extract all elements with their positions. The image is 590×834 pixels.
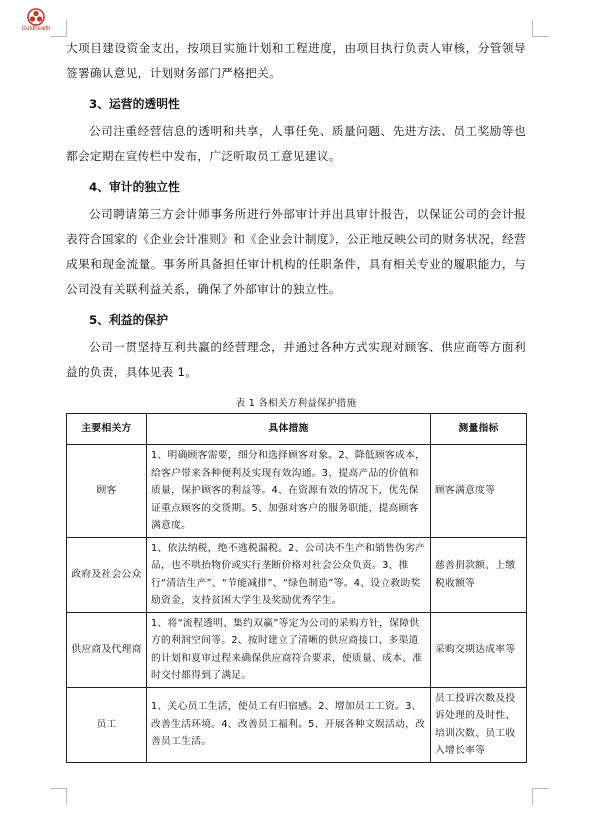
paragraph-interest-protection: 公司一贯坚持互利共赢的经营理念，并通过各种方式实现对顾客、供应商等方面利益的负责，具体见表 1。 — [66, 340, 526, 379]
margin-mark-top-right — [532, 20, 549, 37]
row-measures: 1、关心员工生活，使员工有归宿感。2、增加员工工资。3、改善生活环境。4、改善员工福利。5、开展各种文娱活动，改善员工生活。 — [147, 687, 431, 762]
margin-mark-bottom-right — [532, 788, 549, 805]
table-row — [67, 612, 527, 687]
heading-audit: 4、审计的独立性 — [89, 180, 180, 194]
row-measures: 1、依法纳税，绝不逃税漏税。2、公司决不生产和销售伪劣产品，也不哄抬物价或实行垄断价格对社会公众负责。3、推行“清洁生产”、“节能减排”、“绿色制造”等。4、设立救助奖励资金，支持贫困大学生及奖励优秀学生。 — [147, 537, 431, 612]
margin-mark-bottom-left — [50, 788, 67, 805]
table-header-row — [67, 414, 527, 445]
table-row — [67, 687, 527, 762]
row-indicator: 员工投诉次数及投诉处理的及时性、培训次数、员工收入增长率等 — [431, 687, 527, 762]
row-indicator: 采购交期达成率等 — [431, 612, 527, 687]
row-party: 员工 — [67, 687, 147, 762]
row-indicator: 顾客满意度等 — [431, 445, 527, 538]
logo-emblem-icon — [25, 8, 47, 26]
paragraph-audit: 公司聘请第三方会计师事务所进行外部审计并出具审计报告，以保证公司的会计报表符合国家的《企业会计准则》和《企业会计制度》，公正地反映公司的财务状况，经营成果和现金流量。事务所具备担任审计机构的任职条件，具有相关专业的履职能力，与公司没有关联利益关系，确保了外部审计的独立性。 — [66, 207, 527, 296]
logo-text: Goldhealth — [21, 26, 51, 32]
heading-interest-protection: 5、利益的保护 — [89, 313, 168, 327]
row-party: 供应商及代理商 — [67, 612, 147, 687]
row-party: 顾客 — [67, 445, 147, 538]
header-indicator: 测量指标 — [431, 414, 527, 445]
header-measures: 具体措施 — [147, 414, 431, 445]
heading-transparency: 3、运营的透明性 — [89, 97, 180, 111]
row-measures: 1、将“流程透明、集约双赢”等定为公司的采购方针，保障供方的利润空间等。2、按时建立了清晰的供应商接口、多渠道的计划和夏审过程来确保供应商符合要求，使质量、成本、准时交付都得到了满足。 — [147, 612, 431, 687]
paragraph-transparency: 公司注重经营信息的透明和共享，人事任免、质量问题、先进方法、员工奖励等也都会定期在宣传栏中发布，广泛听取员工意见建议。 — [66, 124, 526, 163]
row-indicator: 慈善捐款额、上缴税收额等 — [431, 537, 527, 612]
row-measures: 1、明确顾客需要，细分和选择顾客对象。2、降低顾客成本，给客户带来各种便利及实现有效沟通。3、提高产品的价值和质量，保护顾客的利益等。4、在资源有效的情况下，优先保证重点顾客的交货期。5、加强对客户的服务职能，提高顾客满意度。 — [147, 445, 431, 538]
table-row — [67, 445, 527, 538]
margin-mark-top-left — [50, 20, 67, 37]
document-body — [66, 36, 526, 763]
stakeholder-table — [66, 413, 527, 763]
table-row — [67, 537, 527, 612]
table-caption: 表 1 各相关方利益保护措施 — [235, 398, 357, 409]
paragraph-budget: 大项目建设资金支出，按项目实施计划和工程进度，由项目执行负责人审核，分管领导签署确认意见，计划财务部门严格把关。 — [66, 41, 526, 80]
header-party: 主要相关方 — [67, 414, 147, 445]
row-party: 政府及社会公众 — [67, 537, 147, 612]
